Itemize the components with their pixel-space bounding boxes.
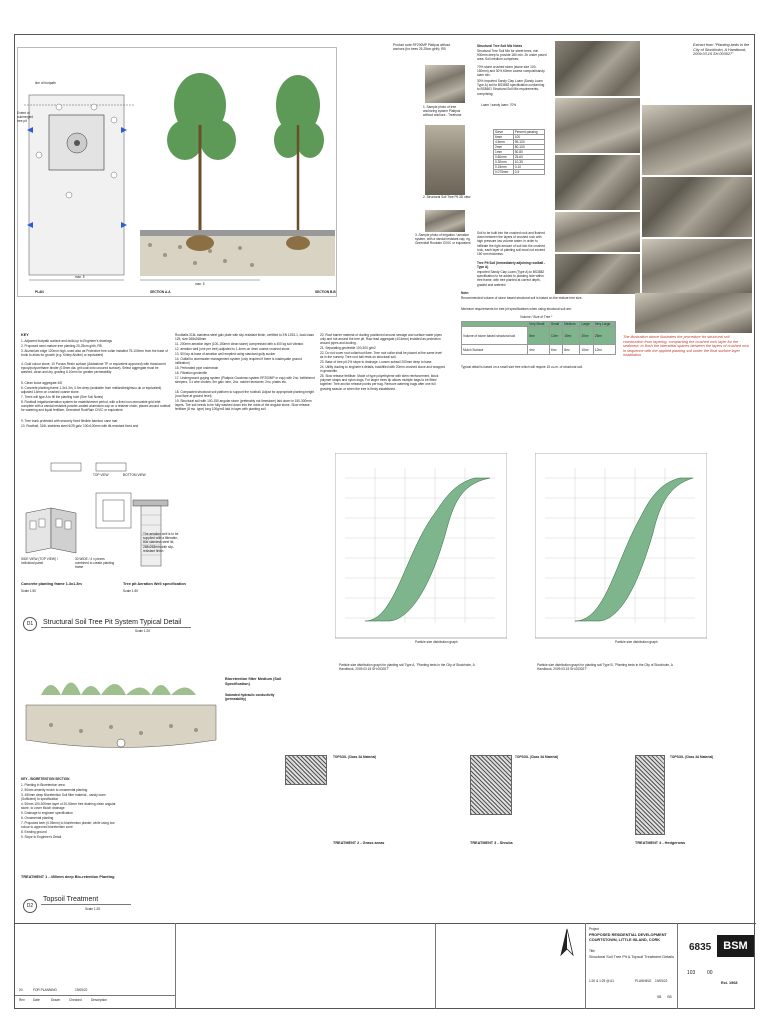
size-head: Medium — [563, 322, 580, 327]
sieve-cell: 4.5mm — [494, 140, 514, 145]
key-item-3: 3. Aluminium edge 120mm high, used also as Protective tree collar installed 75-100mm from the base of trunk to allow for growth (e.g. Kinley Aluline) or equivalent) — [21, 349, 168, 358]
size-head: Very Small — [528, 322, 550, 327]
top-view-label: TOP VIEW — [93, 473, 109, 477]
revision-number: 00 — [707, 970, 713, 976]
size-head: Very Large — [593, 322, 615, 327]
soil-pit-photo — [425, 125, 465, 195]
section-aa-label: SECTION A-A — [150, 290, 171, 294]
frame-scale: Scale 1:50 — [21, 589, 37, 593]
bio-spec-title: Bioretention filter Medium (Soil Specification) — [225, 677, 282, 686]
key-b-item-4: 13. 50l top at base of aeration well emptied using standard gully sucker — [175, 352, 276, 356]
key-title: KEY — [21, 333, 29, 337]
key-c-item-1: 20. Root barrier material of ducting positioned around sewage and surface water pipes only and not around the tree pit. Raw lead aggregate (4/16mm) installed as protection around pipes and ducting. — [320, 333, 442, 346]
percent-cell: 100 — [513, 135, 544, 140]
graph-a-caption: Particle size distribution graph for planting soil Type A, "Planting beds in the City of Stockholm, A Handbook, 2009.03.15 SH.003027" — [339, 663, 475, 672]
plan-drawing — [19, 75, 139, 290]
title-block-top-line — [15, 923, 756, 924]
est-label: Est. 1968 — [721, 981, 738, 985]
drawn-value: SB — [657, 995, 662, 999]
size-cell: 20m³ — [580, 327, 593, 345]
drawing-title: Structural Soil Tree Pit & Topsoil Treatment Details — [589, 955, 674, 959]
irrigation-photo — [425, 210, 465, 232]
aeration-note: The aeration well is to be supplied with a filterable, 80d stainless steel lid, 268x268mm with slip-resistant finish — [143, 532, 179, 553]
construction-photo-2 — [555, 98, 640, 153]
key-b-item-1: Rootballs 316L stainless steel galv plate with slip-resistant finish, certified to EN 1253-1, load class 125, size 268x268mm — [175, 333, 314, 342]
key-b-item-10: 19. Structural soil with 100-150 angular stone (preferably not limestone) laid down in 150-300mm layers. The soil needs to be fully washed down into the voids of the angular stone. Slow release fertiliser (8 mo. type) long 100g/m3 laid in layer with planting soil — [175, 399, 312, 412]
size-cell: 12m² — [593, 345, 615, 355]
aeration-scale: Scale 1:50 — [123, 589, 139, 593]
rev-header-checked: Checked — [69, 998, 82, 1002]
key-item-9: 9. Tree trunk protected with securely fixed flexible bamboo cane mat — [21, 419, 118, 423]
ring-note: 30 WIDE / 4 x pieces combined to create planting frame — [75, 557, 115, 570]
treatment-2-title: TREATMENT 2 - Grass areas — [333, 841, 385, 845]
scale-value: 1:20 & 1:25 @ A1 — [589, 979, 615, 983]
treatment-3-title: TREATMENT 3 - Shrubs — [470, 841, 513, 845]
treatment-2-sample — [285, 755, 327, 785]
size-cell: 8m² — [563, 345, 580, 355]
drawing-sheet — [14, 34, 755, 1009]
treatment-2-spec: TOPSOIL (Class 3A Material) — [333, 755, 377, 759]
sieve-head: Sieve — [494, 130, 514, 135]
title-block-divider-4 — [677, 923, 678, 1009]
d1-scale: Scale 1:20 — [135, 629, 151, 633]
note-volume-label: Volume / Size of Tree * — [520, 315, 553, 319]
sieve-cell: 6mm — [494, 135, 514, 140]
section-bb-drawing — [260, 65, 335, 290]
construction-photo-1 — [555, 41, 640, 96]
construction-photo-4 — [555, 212, 640, 252]
bio-key-6: 6. Ornamental planting — [21, 816, 54, 820]
key-b-item-2: 11. 200mm aeration layer (100-150mm clean stone) compressed with a 400 kg soil vibrator. — [175, 342, 304, 346]
topsoil-title: Tree Pit Soil (Immediately adjoining rootball - Type A) — [477, 261, 546, 270]
bio-key-1: 1. Planting in Bioretention area — [21, 783, 65, 787]
size-cell: 15m³ — [563, 327, 580, 345]
section-bb-label: SECTION B-B — [315, 290, 336, 294]
construction-photo-5 — [555, 254, 640, 294]
rev-header-rev: Rev — [19, 998, 25, 1002]
size-head: Large — [580, 322, 593, 327]
d1-underline — [41, 627, 191, 628]
soil-pit-caption: 2. Structural Soil Tree Pit 3D view — [423, 195, 471, 199]
right-photo-top — [635, 293, 752, 333]
date-value: 19/05/22 — [655, 979, 668, 983]
anchor-photo — [425, 65, 465, 103]
anchor-caption: 1. Sample photo of tree anchoring system Platipus without anchors - Treehose — [423, 105, 462, 118]
treatment-4-sample — [635, 755, 665, 835]
key-b-item-5: 14. Outfall to stormwater management system (only required if there is inadequate ground infiltration) — [175, 357, 302, 366]
graph-a — [335, 453, 507, 648]
d1-title: Structural Soil Tree Pit System Typical Detail — [43, 619, 182, 626]
bio-key-4: 4. 50mm 100-300mm layer of 20-50mm free draining clean angular stone, to cover Mulch drainage — [21, 802, 116, 811]
bioretention-drawing — [21, 665, 221, 765]
rev-header-drawn: Drawn — [51, 998, 61, 1002]
size-head: Small — [550, 322, 563, 327]
key-b-item-8: 17. Underground guying system (Platipus Goodman system RF200MP or equ) with 2no. kettlebend sleepers, 3 x wire chokes, 5m galv. wire, 2no. ratchet tensioner, 2no. plates etc. — [175, 376, 315, 385]
key-b-item-9: 18. Compacted structural soil platform to support the rootball. Adjust for appropriate planting height (root flare at ground level). — [175, 390, 315, 399]
key-c-item-5: 24. Utility ducting to engineer's details, backfilled with 20mm crushed stone and wrapped in geotextile. — [320, 365, 445, 374]
note-label: Note: — [461, 291, 470, 295]
line-of-footpath-label: line of footpath — [35, 81, 56, 85]
status-value: PLANNING — [635, 979, 652, 983]
percent-head: Percent passing — [513, 130, 544, 135]
sieve-table — [493, 129, 545, 175]
bio-key-5: 5. Drainage to engineer specification — [21, 811, 73, 815]
side-view-label: SIDE VIEW (TOP VIEW) / Individual panel — [21, 557, 58, 566]
note-sub: Minimum requirements for tree pit specifications when using structural soil are: — [461, 307, 572, 311]
d2-underline — [41, 904, 131, 905]
product-note: Product code RF200MP Platipus without anchors (for trees 25-25cm girth). RB — [393, 43, 451, 52]
sieve-cell: 0.30mm — [494, 160, 514, 165]
soil-mix-bullet-2: 30% Imported Sandy Clay Loam (Sandy Loam Type A) soil to BS3882 specification conforming to BS8601 Structural Soil Mix requirements, comprising: — [477, 79, 545, 96]
key-item-6: 6. Concrete planting frame 1.3x1.3m, 0.5m deep (available from midlandheightsco.uk or equivalent) adjusted 14mm on crushed coarse stone. — [21, 386, 162, 395]
soil-mix-bullet-1: 70% stone crushed stone (stone size 100-150mm) and 30% 60mm coarse compost/sandy loam mix. — [477, 65, 545, 78]
rev-row-date: 19/05/22 — [75, 988, 88, 992]
percent-cell: 25-60 — [513, 155, 544, 160]
sieve-cell: 0.075mm — [494, 170, 514, 175]
bio-key-8: 8. Existing ground — [21, 830, 47, 834]
north-arrow-icon — [555, 927, 579, 957]
irrigation-caption: 3. Sample photo of irrigation / aeration system, with a vandal resistant cap, eg. Greenleaf Rootrain CIVIC or equivalent — [415, 233, 471, 246]
soil-mix-body: Structural Tree Soil Mix for street trees, min 900mm deep to provide 180 min. 2b under paved area. Soil medium comprises: — [477, 49, 547, 62]
percent-cell: 50-80 — [513, 150, 544, 155]
rev-header-desc: Description — [91, 998, 107, 1002]
max-label-2: max. 5 — [195, 282, 205, 286]
bottom-view-label: BOTTOM VIEW — [123, 473, 146, 477]
plan-label: PLAN — [35, 290, 44, 294]
graph-b-caption: Particle size distribution graph for planting soil Type B, "Planting beds in the City of Stockholm, A Handbook, 2009.03.15 SH.003027" — [537, 663, 673, 672]
extract-note: Extract from "Planting beds in the City of Stockholm, A Handbook, 2009.03.15 SH.003027" — [693, 43, 750, 57]
drawing-number: 103 — [687, 970, 696, 976]
key-c-item-4: 23. Base of tree pit 2% slope to drainage. Loosen subsoil 200mm deep to base. — [320, 360, 433, 364]
soil-mix-after: Soil to be built into the crushed rock and flushed down between the layers of crushed rock with high pressure low volume water, in order to infiltrate the right amount of soil into the crushed rock, each layer of planting soil must not exceed 150 mm thickness. — [477, 231, 546, 257]
key-item-10: 10. Rootball, 316L stainless steel 6/25 galv, 100x100mm with tilt-resistant fixed and — [21, 424, 139, 428]
treatment-3-sample — [470, 755, 512, 815]
topsoil-body: Imported Sandy Clay Loam (Type A) to BS3882 specification to be added to planting hole within tree frame, with tree planted at correct depth, graded and watered. — [477, 270, 545, 287]
key-c-item-6: 25. Slow release fertiliser. Mode of type polyethylene with stem reinforcement, block polymer straps and nylon dogs. For larger trees tip allows multiple bags to be fitted together. Tree anchor release points per bag. Remove watering bags after one full growing season or when the tree is firmly established. — [320, 374, 439, 391]
size-cell: 4m² — [528, 345, 550, 355]
key-item-2: 2. Proposed semi-mature tree planting 20-25cm girth, RB — [21, 344, 102, 348]
rev-header-line — [15, 995, 175, 996]
percent-cell: 0-5 — [513, 170, 544, 175]
bio-key-9: 9. Slope to Engineer's Detail — [21, 835, 62, 839]
bsm-logo: BSM — [717, 935, 754, 957]
rev-row-rev: 00 — [19, 988, 23, 992]
d2-badge: D2 — [23, 899, 37, 913]
sieve-cell: 0.60mm — [494, 155, 514, 160]
key-c-item-3: 22. Do not cover root collar/root flare. Tree root collar shall be placed at the same level as in the nursery. Tree root ball rests on structural soil. — [320, 351, 442, 360]
checked-value: GB — [667, 995, 672, 999]
project-label: Project — [589, 927, 599, 931]
frame-title: Concrete planting frame 1.3x1.3m — [21, 582, 82, 586]
key-item-5: 5. Clean loose aggregate 4/8 — [21, 381, 62, 385]
d1-badge: D1 — [23, 617, 37, 631]
drawing-label: Title — [589, 949, 595, 953]
key-c-item-2: 21. Separating geotextile 100-300 g/m2 — [320, 346, 376, 350]
bio-key-3: 3. 450mm deep Bioretention Soil filter material - sandy loam (Sufficient) to specification — [21, 793, 106, 802]
key-item-1: 1. Adjacent footpath surface and build-up to Engineer's drawings — [21, 339, 112, 343]
graph-b-axis-caption: Particle size distribution graph — [615, 640, 658, 644]
job-number: 6835 — [689, 942, 712, 953]
title-block-divider-2 — [435, 923, 436, 1009]
bio-key-title: KEY - BIORETENTION SECTION — [21, 777, 70, 781]
treatment-3-spec: TOPSOIL (Class 3A Material) — [515, 755, 559, 759]
construction-photo-3 — [555, 155, 640, 210]
key-b-item-3: 12. aeration well (one per tree) adjusted to 1-4mm on 4mm coarse crushed stone. — [175, 347, 291, 351]
size-cell: 12m³ — [550, 327, 563, 345]
treatment-4-title: TREATMENT 4 - Hedgerows — [635, 841, 686, 845]
key-item-8: 8. Rootball irrigation/aeration system for establishment period, with a fixed non-removable grid inlet complete with a vandal resistant powder-coated aluminium cap on a retainer chain, placed around rootball for watering and liquid fertiliser, Greenleaf RootRain CIVIC or equivalent — [21, 400, 171, 413]
size-row-label: Mulch Surface — [462, 345, 528, 355]
size-cell: 6m² — [550, 345, 563, 355]
bio-treatment-title: TREATMENT 1 - 450mm deep Bio-retention Planting — [21, 875, 115, 879]
max-label-1: max. 5 — [75, 275, 85, 279]
key-b-item-6: 15. Perforated pipe underdrain — [175, 366, 219, 370]
rev-row-desc: FOR PLANNING — [33, 988, 57, 992]
d2-title: Topsoil Treatment — [43, 896, 99, 903]
key-item-4: 4. Gold colour stone, 10 Porous Resin surface (Addastone TP or equivalent approved) with translucent epoxy/polyurethane binder (0.8mm dia. grit coat onto uncured surface). Select aggregate must be washed, clean and dry, grading 6-10mm for greater permeability — [21, 362, 166, 375]
size-cell: 25m³ — [593, 327, 615, 345]
key-item-7: 7. Trees will type A to fill the planting hole (See Soil Notes) — [21, 395, 104, 399]
title-block-divider-1 — [175, 923, 176, 1009]
rev-header-date: Date — [33, 998, 40, 1002]
key-b-item-7: 16. Filtration geotextile — [175, 371, 208, 375]
percent-cell: 10-35 — [513, 160, 544, 165]
construction-photo-8 — [642, 239, 752, 295]
sieve-cell: 1mm — [494, 150, 514, 155]
aeration-title: Tree pit Aeration Well specification — [123, 582, 186, 586]
graph-a-axis-caption: Particle size distribution graph — [415, 640, 458, 644]
bio-spec-sub: Saturated hydraulic conductivity (permeability) — [225, 693, 275, 702]
tree-size-table — [461, 321, 616, 355]
sieve-cell: 0.15mm — [494, 165, 514, 170]
note-footer: Typical detail is based on a small size tree which will require 15 cu.m. of structural soil. — [461, 365, 583, 369]
illustration-note: The illustration above illustrates the procedure for structural soil construction from layering, compacting the crushed rock layer for the sediment; to flush the interstitial spaces between the layers of crushed rock in sequence with the applied planting soil under the final surface layer installation — [623, 335, 750, 358]
section-aa-drawing — [140, 65, 260, 290]
size-cell: 8m³ — [528, 327, 550, 345]
soil-mix-title: Structural Tree Soil Mix Notes — [477, 44, 523, 48]
construction-photo-7 — [642, 177, 752, 237]
project-name: PROPOSED RESIDENTIAL DEVELOPMENT COURTSTOWN, LITTLE ISLAND, CORK — [589, 933, 667, 942]
graph-b — [535, 453, 707, 648]
size-row-label: Volume of stone based structural soil — [462, 327, 528, 345]
percent-cell: 95-100 — [513, 140, 544, 145]
size-cell: 10m² — [580, 345, 593, 355]
d2-scale: Scale 1:25 — [85, 907, 101, 911]
bio-key-7: 7. Proposed kerb (0.05mm) to bioretention planter, while using low colour to approved bioretention zone — [21, 821, 115, 830]
percent-cell: 0-10 — [513, 165, 544, 170]
sieve-cell: 2mm — [494, 145, 514, 150]
note-text: Recommended volume of stone based structural soil is based on the mature tree size. — [461, 296, 583, 300]
percent-cell: 80-100 — [513, 145, 544, 150]
submerged-tree-pit-label: Extent of submerged tree pit — [17, 111, 33, 124]
title-block-divider-3 — [585, 923, 586, 1009]
construction-photo-6 — [642, 105, 752, 175]
soil-mix-sub: Loam / sandy loam: 70% — [481, 103, 517, 107]
bio-key-2: 2. 50mm amenity mulch to ornamental planting — [21, 788, 88, 792]
treatment-4-spec: TOPSOIL (Class 3A Material) — [670, 755, 714, 759]
